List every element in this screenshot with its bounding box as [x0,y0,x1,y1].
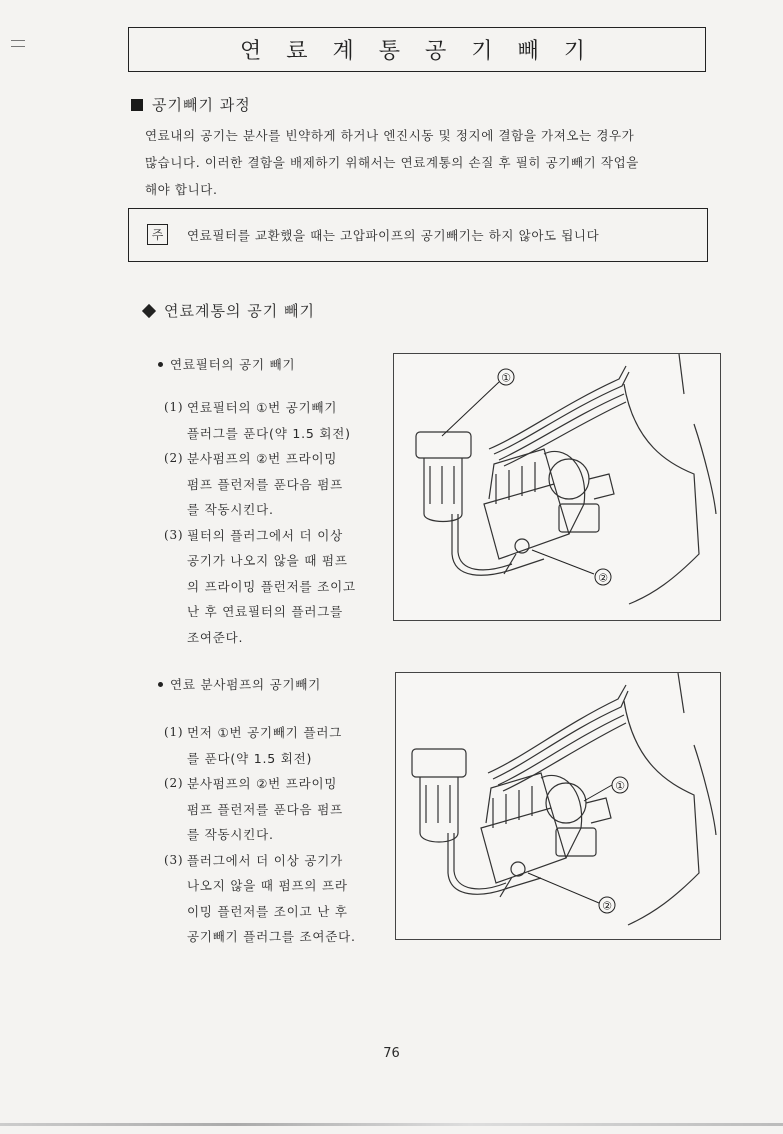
step-line: 를 작동시킨다. [187,827,274,842]
step-line: 분사펌프의 ②번 프라이밍 [187,776,338,791]
scan-edge [0,1123,783,1126]
step-item [164,771,379,848]
section-heading-text: 공기빼기 과정 [152,96,251,114]
section-heading-bleeding-process [131,94,251,115]
subsection-title-text: 연료필터의 공기 빼기 [170,357,296,372]
step-number: (3) [164,852,184,867]
step-line: 공기가 나오지 않을 때 펌프 [187,553,348,568]
step-line: 의 프라이밍 플런저를 조이고 [187,578,356,594]
intro-line: 연료내의 공기는 분사를 빈약하게 하거나 엔진시동 및 정지에 결함을 가져오는 경우가 [145,128,635,143]
step-item [164,848,379,950]
step-item [164,720,379,771]
step-item [164,446,379,523]
subsection-title-text: 연료 분사펌프의 공기빼기 [170,677,322,692]
note-box [128,208,708,262]
step-line: 나오지 않을 때 펌프의 프라 [187,878,348,893]
figure-filter-bleed [393,353,721,621]
bullet-dot-icon [158,362,163,367]
page-title [128,27,706,72]
step-line: 필터의 플러그에서 더 이상 [187,527,343,543]
step-line: 를 푼다(약 1.5 회전) [187,750,313,766]
pump-steps [164,720,379,950]
step-number: (2) [164,451,184,465]
step-line: 펌프 플런저를 푼다음 펌프 [187,801,343,817]
callout-label: ① [615,779,625,793]
bullet-dot-icon [158,682,163,687]
step-item [164,523,379,651]
step-item [164,395,379,446]
step-line: 공기빼기 플러그를 조여준다. [187,929,356,944]
step-line: 연료필터의 ①번 공기빼기 [187,400,338,415]
step-line: 펌프 플런저를 푼다음 펌프 [187,476,343,492]
step-line: 분사펌프의 ②번 프라이밍 [187,451,338,466]
scan-mark [11,46,25,47]
note-mark: 주 [147,224,168,245]
section-heading-text: 연료계통의 공기 빼기 [164,302,315,320]
callout-label: ② [598,571,608,585]
diamond-bullet-icon [142,304,156,318]
note-text: 연료필터를 교환했을 때는 고압파이프의 공기빼기는 하지 않아도 됩니다 [187,228,600,243]
filter-steps [164,395,379,650]
page-number: 76 [383,1046,400,1061]
intro-line: 해야 합니다. [145,182,218,197]
callout-label: ② [602,899,612,913]
intro-line: 많습니다. 이러한 결함을 배제하기 위해서는 연료계통의 손질 후 필히 공기빼기 작업을 [145,155,639,170]
subsection-title-filter [158,355,295,373]
step-number: (3) [164,527,184,542]
step-line: 난 후 연료필터의 플러그를 [187,604,343,619]
figure-pump-bleed [395,672,721,940]
engine-illustration [394,354,720,620]
step-line: 를 작동시킨다. [187,502,274,517]
page-title-text: 연 료 계 통 공 기 빼 기 [240,39,594,64]
step-number: (1) [164,400,184,414]
step-line: 조여준다. [187,629,244,645]
scan-mark [11,40,25,41]
square-bullet-icon [131,99,143,111]
step-number: (1) [164,725,184,739]
step-line: 먼저 ①번 공기빼기 플러그 [187,725,343,740]
intro-paragraph [145,122,705,203]
subsection-title-pump [158,675,321,693]
engine-illustration [396,673,720,939]
callout-label: ① [501,371,511,385]
section-heading-fuel-system-bleeding [144,300,315,321]
step-line: 플러그를 푼다(약 1.5 회전) [187,425,351,441]
step-line: 이밍 플런저를 조이고 난 후 [187,903,348,919]
step-number: (2) [164,776,184,790]
step-line: 플러그에서 더 이상 공기가 [187,852,343,868]
